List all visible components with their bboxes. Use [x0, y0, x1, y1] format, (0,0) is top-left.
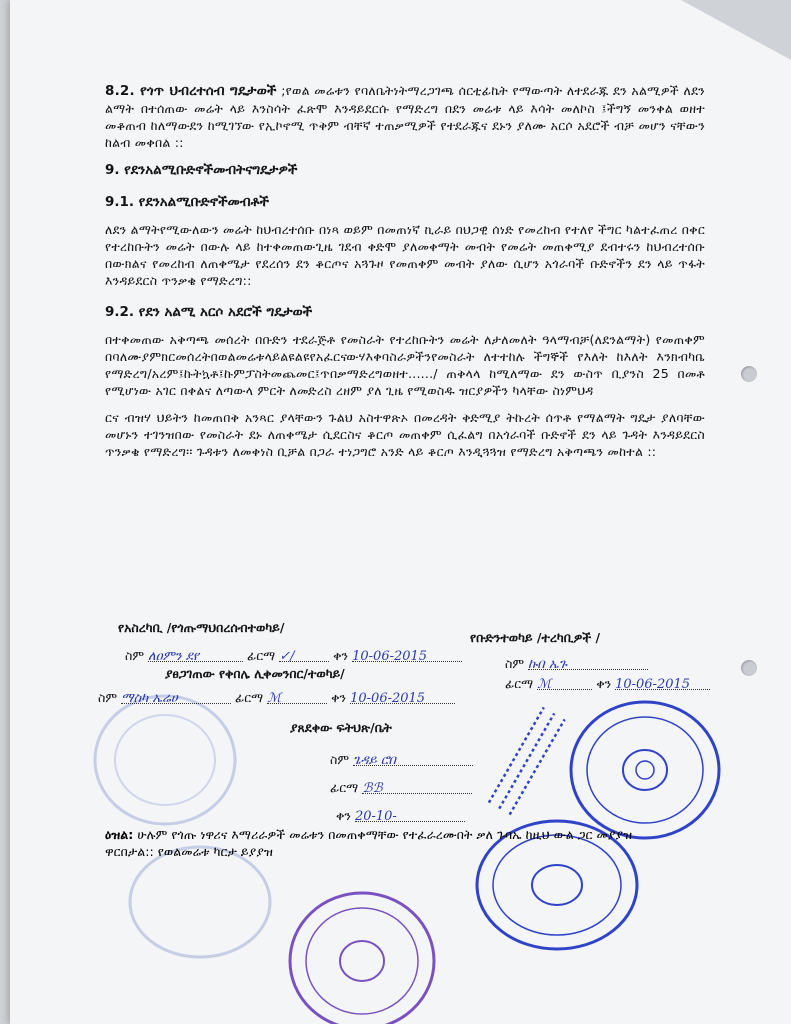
receiver-sign-line: [505, 676, 710, 692]
witness-sign-line: [330, 780, 472, 796]
sign-label: ፊርማ: [330, 780, 359, 795]
section-9-2-heading: 9.2. የደን አልሚ አርሶ አደሮች ግዴታወች: [105, 304, 313, 320]
approver-name: ማስካ ኤሬሀ: [121, 691, 231, 704]
name-label: ስም: [330, 752, 350, 767]
faded-stamp: [90, 690, 240, 830]
section-9-1-heading: 9.1. የደንአልሚቡድኖችመብቶች: [105, 194, 270, 210]
witness-name-line: [330, 752, 473, 768]
folded-corner: [681, 0, 791, 60]
section-8-2: [105, 82, 705, 151]
name-label: ስም: [125, 648, 145, 663]
approver-label: ያፀጋገጠው የቀበሌ ሊቀመንበር/ተወካይ/: [165, 666, 345, 681]
giver-sign: ✓/: [279, 649, 329, 662]
receiver-date: 10-06-2015: [615, 677, 710, 690]
date-label: ቀን: [596, 676, 612, 691]
approver-sign: ℳ: [267, 691, 327, 704]
date-label: ቀን: [331, 690, 347, 705]
punch-hole: [741, 660, 757, 676]
faded-stamp: [125, 842, 275, 962]
sign-label: ፊርማ: [505, 676, 534, 691]
sign-label: ፊርማ: [234, 690, 264, 705]
name-label: ስም: [505, 656, 525, 671]
sign-label: ፊርማ: [246, 648, 276, 663]
section-9-heading: 9. የደንአልሚቡድኖችመብትናግዴታዎች: [105, 162, 298, 178]
giver-label: የአስረካቢ /የጎጡማህበረሰብተወካይ/: [118, 620, 285, 635]
annex-note: [105, 826, 665, 860]
date-label: ቀን: [336, 808, 351, 823]
justice-office-stamp: [285, 886, 440, 1024]
giver-signature-line: [125, 648, 462, 664]
section-8-2-heading: 8.2. የጎጥ ህብረተሰብ ግዴታወች: [105, 83, 277, 99]
witness-sign: ℬℬ: [362, 781, 472, 794]
note-text: ሁሉም የጎጡ ነዋሪና እማሪራዎች መሬቱን በመጠቀማቸው የተፈራረሙበት ቃለ ጉባኤ ከዚህ ውል ጋር መያያዝ ዋርበታል:: የወልመሬቱ ካርታ ይያያዝ: [105, 827, 633, 859]
receiver-sign: ℳ: [537, 677, 592, 690]
date-label: ቀን: [333, 648, 349, 663]
section-9-2-text-continued: ርና ብዝሃ ህይትን ከመጠበቅ አንጻር ያላቸውን ጉልህ አስተዋጽኦ በመረዳት ቅድሚያ ትኩረት ሰጥቶ የማልማት ግዴታ ያለባቸው መሆኑን ተገንዝበው የመስራት ደኑ ለጠቀሜታ ሲደርስና ቆርጦ መጠቀም ሲፈልግ በአጎራባች ቡድኖች ደን ላይ ጉዳት እንዳይደርስ ጥንቃቄ የማድረግ፡፡ ጉዳቱን ለመቀነስ ቢቻል በጋራ ተነጋግሮ አንድ ላይ ቆርጦ እንዲጓጓዝ የማድረግ አቅጣጫን መከተል ::: [105, 410, 705, 459]
receiver-name-line: [505, 656, 648, 672]
witness-date-line: [336, 808, 465, 824]
section-8-2-text: ;የወል መሬቱን የባለቤትነትማረጋገጫ ሰርቲፊኬት የማውጣት ለተደራጁ ደን አልሚዎች ለደን ልማት በተሰጠው መሬት ላይ እንስሳት ፈጽሞ እንዳይደርሱ የማድረግ በደን መሬቱ ላይ እሳት መለኮስ ፤ችግኝ መንቀል ወዘተ መቆጠብ ከለማውደን ከሚገኘው የኢኮኖሚ ጥቅም ብቸኛ ተጠቃሚዎች የተደራጁና ደኑን ያለሙ አርሶ አደሮች ብቻ መሆን ናቸውን ከልብ መቀበል ::: [105, 83, 705, 150]
giver-date: 10-06-2015: [352, 649, 462, 662]
section-9-1-text: ለደን ልማትየሚውለውን መሬት ከህብረተሰቡ በነጻ ወይም በመጠነኛ ኪራይ በህጋዊ ሰነድ የመረከብ የተለየ ችግር ካልተፈጠረ በቀር የተረከቡትን መሬት በውሉ ላይ ከተቀመጠውጊዜ ገደብ ቀድሞ ያለመቀማት መብት የመሬት መጠቀሚያ ደብተሩን ከህብረተሰቡ በውክልና የመረከብ ለጠቀሜታ የደረሰን ደን ቆርጦና አጓጉዞ የመጠቀም መብት ያለው ሲሆን አጎራባች ቡድኖችን ደን ላይ ጥፋት እንዳይደርስ ጥንቃቄ የማድረግ::: [105, 222, 705, 288]
rectangular-stamp: [470, 700, 580, 820]
giver-name: ለዐምን ደየ: [148, 649, 243, 662]
note-label: ዕዝል:: [105, 827, 134, 842]
witness-name: ጌዳይ ሮበ: [353, 753, 473, 766]
punch-hole: [741, 366, 757, 382]
receiver-label: የቡድንተወካይ /ተረካቢዎች /: [470, 630, 601, 645]
witness-date: 20-10-: [355, 809, 465, 822]
name-label: ስም: [98, 690, 118, 705]
witness-label: ያጸደቀው ፍትህጽ/ቤት: [290, 720, 392, 735]
document-body: [105, 82, 705, 460]
section-9-2-text: በተቀመጠው አቅጣጫ መሰረት በቡድን ተደራጅቶ የመስራት የተረከቡትን መሬት ለታለመለት ዓላማብቻ(ለደንልማት) የመጠቀም በባለሙያምክርመሰረትበወልመሬቱላይልዩልዩየአፈርናውሃእቀባስራዎችንየመስራት ለተተከሉ ችግኞች የእለት ከእለት እንክብካቤ የማድረግ/አረም፤ኩትኳቶ፤ኩምፓስትመጨመር፤ጥበቃማድረግወዘተ....../ ጠቅላላ ከሚለማው ደን ውስጥ ቢያንስ 25 በመቶ የሚሆነው አገር በቀልና ለጣውላ ምርት ለመድረስ ረዘም ያለ ጊዜ የሚወስዱ ዝርያዎችን ካላቸው ስነምህዳ: [105, 332, 705, 398]
approver-date: 10-06-2015: [350, 691, 455, 704]
receiver-name: ኩበ ኤጉ: [528, 657, 648, 670]
approver-signature-line: [98, 690, 455, 706]
